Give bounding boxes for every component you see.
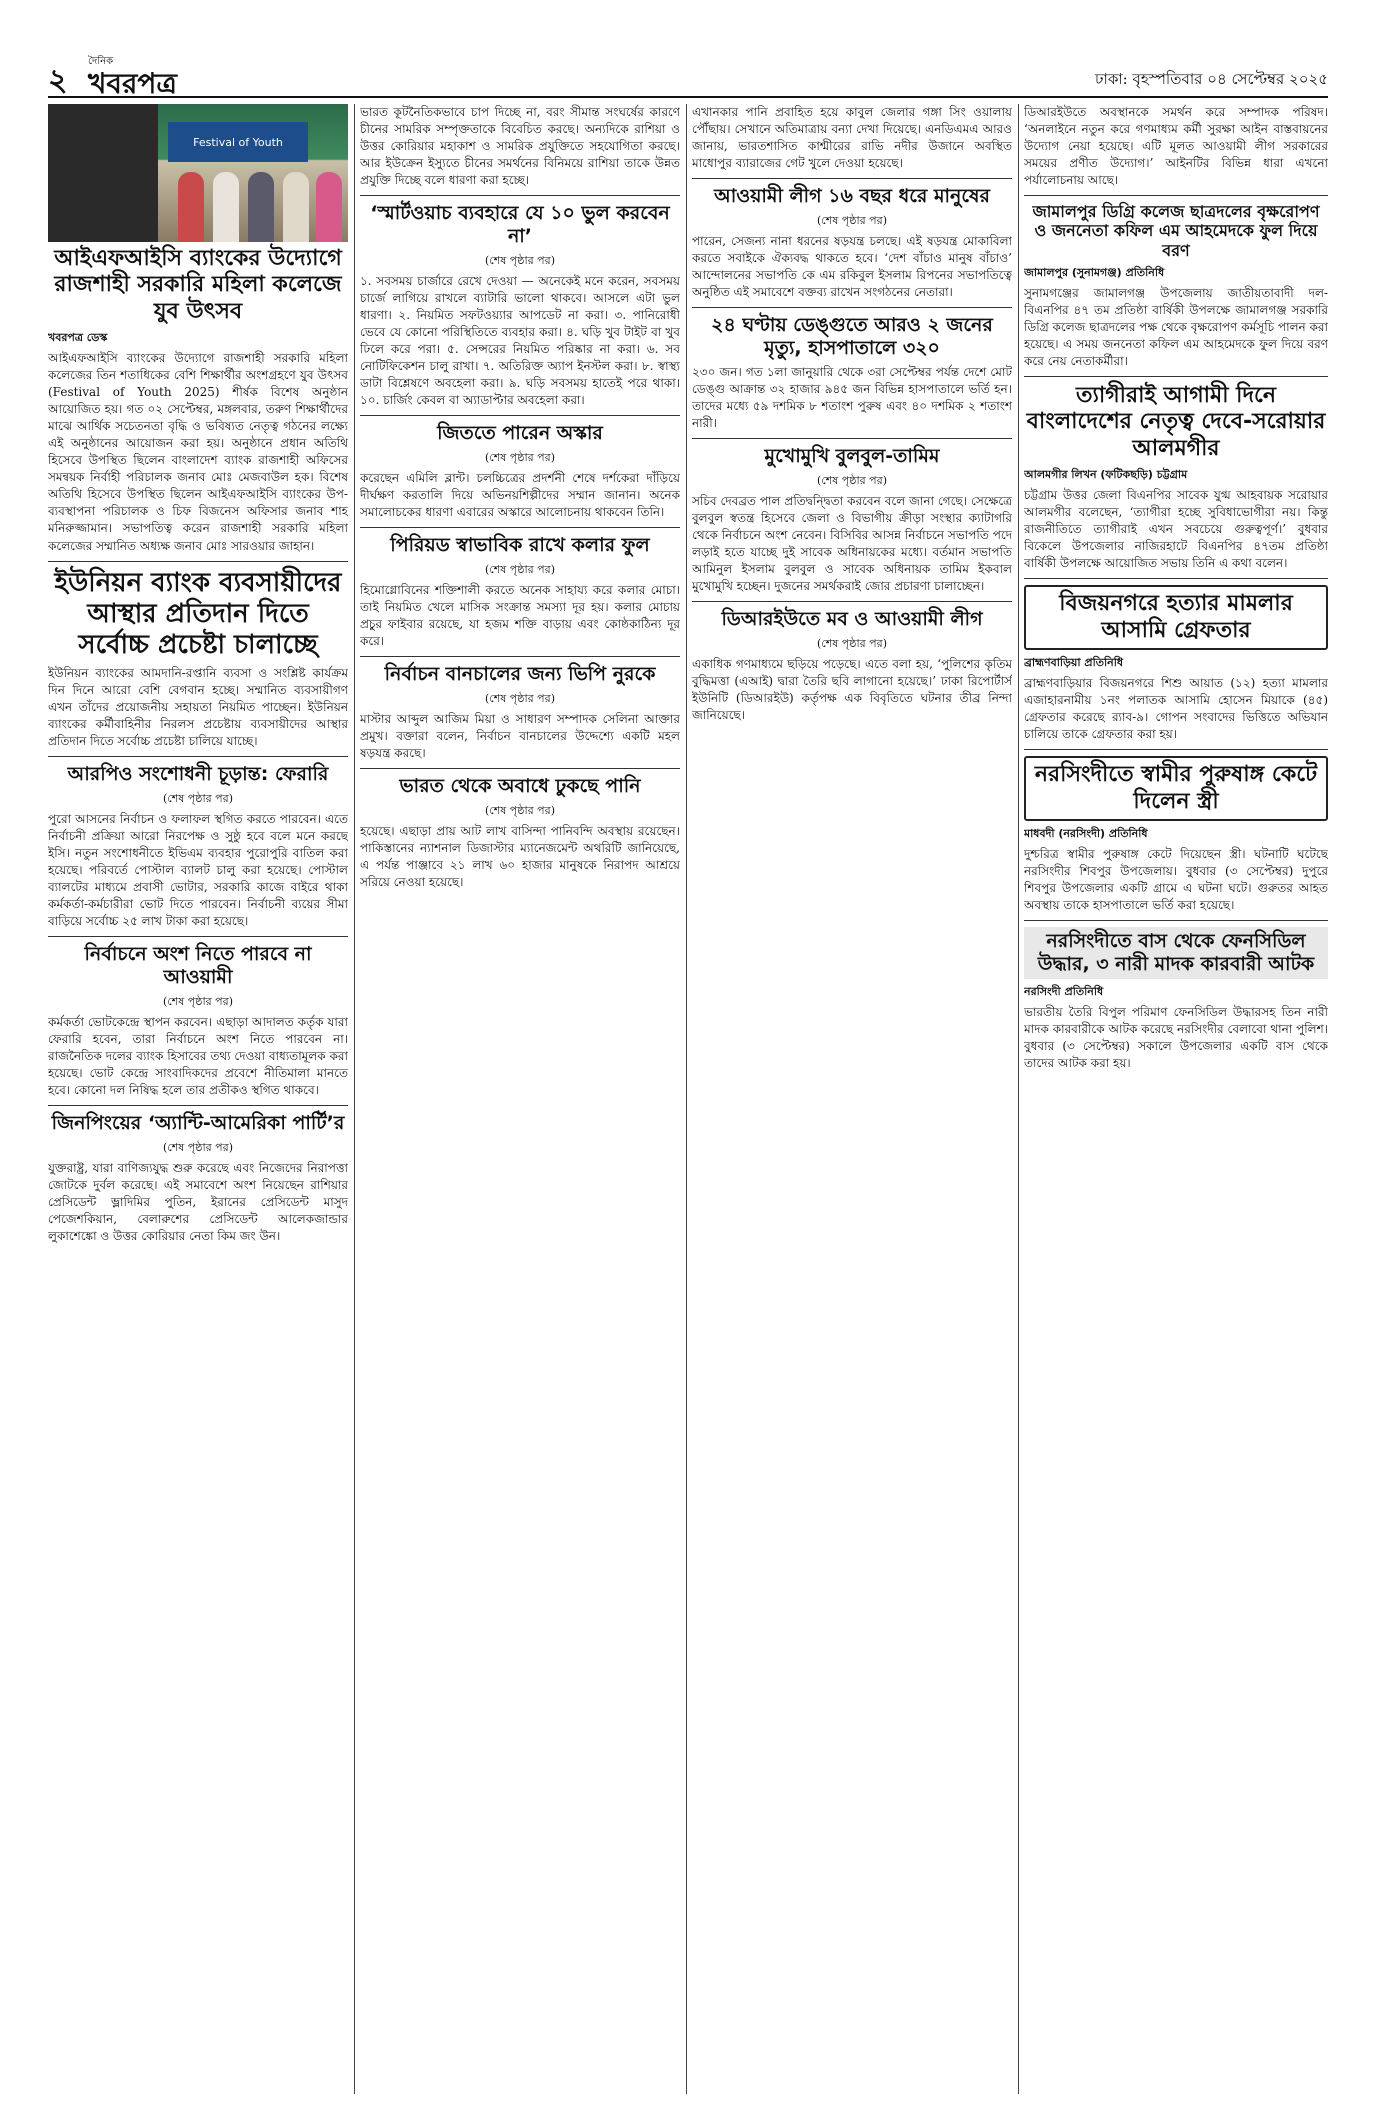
byline: ব্রাহ্মণবাড়িয়া প্রতিনিধি — [1024, 655, 1124, 669]
continued-note: (শেষ পৃষ্ঠার পর) — [484, 562, 555, 576]
person-figure — [248, 172, 274, 242]
article-body: পুরো আসনের নির্বাচন ও ফলাফল স্থগিত করতে পারবেন। এতে নির্বাচনী প্রক্রিয়া আরো নিরপেক্ষ ও সুষ্ঠু হবে বলে মনে করছে ইসি। নতুন সংশোধনীতে ইভিএম ব্যবহার পুরোপুরি বাতিল করা হয়েছে। পরিবর্তে পোস্টাল ব্যালট চালু করা হয়েছে। পোস্টাল ব্যালটের মাধ্যমে প্রবাসী ভোটার, সরকারি কাজে বাইরে থাকা কর্মকর্তা-কর্মচারীরা ভোট দিতে পারবেন। নির্বাচনী ব্যয়ের সীমা বাড়িয়ে সর্বোচ্চ ২৫ লাখ টাকা করা হয়েছে। — [48, 812, 348, 929]
page-number: ২ — [48, 63, 68, 98]
headline-bulbul-tamim: মুখোমুখি বুলবুল-তামিম — [764, 444, 940, 467]
column-rule — [1018, 104, 1019, 2094]
article-body: হয়েছে। এছাড়া প্রায় আট লাখ বাসিন্দা পানিবন্দি অবস্থায় রয়েছেন। পাকিস্তানের ন্যাশনাল ডিজাস্টার ম্যানেজমেন্ট অথরিটি জানিয়েছে, এ পর্যন্ত পাঞ্জাবে ২১ লাখ ৬০ হাজার মানুষকে নিরাপদ আশ্রয়ে সরিয়ে নেওয়া হয়েছে। — [360, 823, 680, 889]
headline-india-water: ভারত থেকে অবাধে ঢুকছে পানি — [399, 774, 641, 797]
headline-dru-mob: ডিআরইউতে মব ও আওয়ামী লীগ — [721, 607, 983, 630]
headline-bijoynagar-arrest: বিজয়নগরে হত্যার মামলার আসামি গ্রেফতার — [1024, 585, 1328, 650]
continued-note: (শেষ পৃষ্ঠার পর) — [816, 636, 887, 650]
column-rule — [354, 104, 355, 2094]
article-body: ইউনিয়ন ব্যাংকের আমদানি-রপ্তানি ব্যবসা ও সংশ্লিষ্ট কার্যক্রম দিন দিনে আরো বেশি বেগবান হচ্ছে। সম্মানিত ব্যবসায়ীগণ এখন তাঁদের প্রয়োজনীয় সহায়তা নিয়মিত পাচ্ছেন। ইউনিয়ন ব্যাংকের কর্মীবাহিনীর নিরলস প্রচেষ্টায় ব্যবসায়ীদের আস্থার প্রতিদান দিতে সর্বোচ্চ প্রচেষ্টা চালিয়ে যাচ্ছে। — [48, 666, 348, 749]
headline-ific-youth-festival: আইএফআইসি ব্যাংকের উদ্যোগে রাজশাহী সরকারি মহিলা কলেজে যুব উৎসব — [54, 246, 342, 324]
photo-dark-area — [48, 104, 158, 242]
person-figure — [213, 172, 239, 242]
continued-note: (শেষ পৃষ্ঠার পর) — [484, 691, 555, 705]
article-body: ২৩০ জন। গত ১লা জানুয়ারি থেকে ৩রা সেপ্টেম্বর পর্যন্ত দেশে মোট ডেঙ্গু আক্রান্ত ৩২ হাজার ৯৪৫ জন বিভিন্ন হাসপাতালে ভর্তি হন। তাদের মধ্যে ৫৯ দশমিক ৮ শতাংশ পুরুষ এবং ৪০ দশমিক ২ শতাংশ নারী। — [692, 364, 1012, 430]
article-body: একাধিক গণমাধ্যমে ছড়িয়ে পড়েছে। এতে বলা হয়, ‘পুলিশের কৃতিম বুদ্ধিমত্তা (এআই) দ্বারা তৈরি ছবি লাগানো হয়েছে।’ ঢাকা রিপোর্টার্স ইউনিটি (ডিআরইউ) কর্তৃপক্ষ এক বিবৃতিতে ঘটনার তীব্র নিন্দা জানিয়েছে। — [692, 656, 1012, 722]
divider — [692, 601, 1012, 602]
headline-union-bank: ইউনিয়ন ব্যাংক ব্যবসায়ীদের আস্থার প্রতিদান দিতে সর্বোচ্চ প্রচেষ্টা চালাচ্ছে — [54, 567, 342, 660]
divider — [1024, 376, 1328, 377]
column-2 — [360, 104, 680, 897]
article-body: আইএফআইসি ব্যাংকের উদ্যোগে রাজশাহী সরকারি মহিলা কলেজের তিন শতাধিকের বেশি শিক্ষার্থীর অংশগ্রহণে যুব উৎসব (Festival of Youth 2025) শীর্ষক বিশেষ অনুষ্ঠান আয়োজিত হয়। গত ০২ সেপ্টেম্বর, মঙ্গলবার, তরুণ শিক্ষার্থীদের মাঝে আর্থিক সচেতনতা বৃদ্ধি ও ভবিষ্যত নেতৃত্ব গঠনের লক্ষ্যে এই অনুষ্ঠানের আয়োজন করা হয়। অনুষ্ঠানে প্রধান অতিথি হিসেবে উপস্থিত ছিলেন বাংলাদেশ ব্যাংক রাজশাহী অফিসের সমন্বয়ক নির্বাহী পরিচালক জনাব মোঃ মেজবাউল হক। বিশেষ অতিথি হিসেবে উপস্থিত ছিলেন আইএফআইসি ব্যাংকের উপ-ব্যবস্থাপনা পরিচালক ও চিফ বিজনেস অফিসার জনাব শাহ মনিরুজ্জামান। সভাপতিত্ব করেন রাজশাহী সরকারি মহিলা কলেজের সম্মানিত অধ্যক্ষ জনাব মোঃ সারওয়ার জাহান। — [48, 351, 348, 553]
byline: আলমগীর লিখন (ফটিকছড়ি) চট্টগ্রাম — [1024, 468, 1188, 482]
divider — [48, 561, 348, 562]
event-banner: Festival of Youth — [168, 122, 308, 162]
masthead — [48, 54, 1328, 98]
divider — [692, 307, 1012, 308]
article-body: ব্রাহ্মণবাড়িয়ার বিজয়নগরে শিশু আয়াত (১২) হত্যা মামলার এজাহারনামীয় ১নং পলাতক আসামি হোসেন মিয়াকে (৪৫) গ্রেফতার করেছে র‍্যাব-৯। গোপন সংবাদের ভিত্তিতে অভিযান চালিয়ে তাকে গ্রেফতার করা হয়। — [1024, 675, 1328, 742]
divider — [1024, 195, 1328, 196]
article-body: ডিআরইউতে অবস্থানকে সমর্থন করে সম্পাদক পরিষদ। ‘অনলাইনে নতুন করে গণমাধ্যম কর্মী সুরক্ষা আইন বাস্তবায়নের উদ্যোগ নেয়া হয়েছে। এটি মূলত আওয়ামী লীগ সরকারের সময়ের প্রণীত উদ্যোগ।’ আইনটির বিভিন্ন ধারা এখনো পর্যালোচনায় আছে। — [1024, 105, 1328, 188]
headline-jamalganj-college: জামালপুর ডিগ্রি কলেজ ছাত্রদলের বৃক্ষরোপণ ও জননেতা কফিল এম আহমেদকে ফুল দিয়ে বরণ — [1032, 202, 1320, 260]
headline-oscar: জিততে পারেন অস্কার — [437, 422, 603, 444]
article-body: যুক্তরাষ্ট্র, যারা বাণিজ্যযুদ্ধ শুরু করেছে এবং নিজেদের নিরাপত্তা জোটকে দুর্বল করেছে। এই সমাবেশে অংশ নিয়েছেন রাশিয়ার প্রেসিডেন্ট ভ্লাদিমির পুতিন, ইরানের প্রেসিডেন্ট মাসুদ পেজেশকিয়ান, বেলারুশের প্রেসিডেন্ট আলেকজান্ডার লুকাশেঙ্কো ও উত্তর কোরিয়ার নেতা কিম জং উন। — [48, 1160, 348, 1243]
headline-smartwatch: ‘স্মার্টওয়াচ ব্যবহারে যে ১০ ভুল করবেন না’ — [370, 202, 670, 247]
divider — [360, 195, 680, 196]
article-body: পারেন, সেজন্য নানা ধরনের ষড়যন্ত্র চলছে। এই ষড়যন্ত্র মোকাবিলা করতে সবাইকে ঐক্যবদ্ধ থাকতে হবে। ‘দেশ বাঁচাও মানুষ বাঁচাও’ আন্দোলনের সভাপতি কে এম রকিবুল ইসলাম রিপনের সভাপতিত্বে অনুষ্ঠিত এই সমাবেশে বক্তব্য রাখেন সংগঠনের নেতারা। — [692, 233, 1012, 300]
article-body: হিমোগ্লোবিনের শক্তিশালী করতে অনেক সাহায্য করে কলার মোচা। তাই নিয়মিত খেলে মাসিক সংক্রান্ত সমস্যা দূর হয়। কলার মোচায় প্রচুর ফাইবার রয়েছে, যা হজম শক্তি বাড়ায় এবং কোষ্ঠকাঠিন্য দূর করে। — [360, 582, 680, 648]
article-body: কর্মকর্তা ভোটকেন্দ্রে স্থাপন করবেন। এছাড়া আদালত কর্তৃক যারা ফেরারি হবেন, তারা নির্বাচনে অংশ নিতে পারবেন না। রাজনৈতিক দলের ব্যাংক হিসাবের তথ্য দেওয়া বাধ্যতামূলক করা হয়েছে। ভোট কেন্দ্রে সাংবাদিকদের প্রবেশে নীতিমালা মানতে হবে। কোনো দল নিষিদ্ধ হলে তার প্রতীকও স্থগিত থাকবে। — [48, 1014, 348, 1097]
divider — [692, 438, 1012, 439]
headline-awami-16-years: আওয়ামী লীগ ১৬ বছর ধরে মানুষের — [714, 185, 990, 208]
byline: মাধবদী (নরসিংদী) প্রতিনিধি — [1024, 826, 1148, 840]
article-body: এখানকার পানি প্রবাহিত হয়ে কাবুল জেলার গঙ্গা সিং ওয়ালায় পৌঁছায়। সেখানে অতিমাত্রায় বন্যা দেখা দিয়েছে। এনডিএমএ আরও জানায়, ভারতশাসিত কাশ্মীরের রাভি নদীর উজানে অবস্থিত মাধোপুর ব্যারাজের গেট খুলে দেওয়া হয়েছে। — [692, 105, 1012, 171]
divider — [48, 756, 348, 757]
headline-sarwar-alamgir: ত্যাগীরাই আগামী দিনে বাংলাদেশের নেতৃত্ব দেবে-সরোয়ার আলমগীর — [1026, 382, 1326, 461]
byline: নরসিংদী প্রতিনিধি — [1024, 984, 1104, 998]
continued-note: (শেষ পৃষ্ঠার পর) — [816, 213, 887, 227]
headline-banana-flower: পিরিয়ড স্বাভাবিক রাখে কলার ফুল — [390, 533, 650, 556]
byline: জামালপুর (সুনামগঞ্জ) প্রতিনিধি — [1024, 265, 1165, 279]
divider — [1024, 578, 1328, 579]
newspaper-logo: খবরপত্র — [88, 67, 177, 100]
column-rule — [686, 104, 687, 2094]
article-body: ১. সবসময় চার্জারে রেখে দেওয়া — অনেকেই মনে করেন, সবসময় চার্জে লাগিয়ে রাখলে ব্যাটারি ভালো থাকবে। আসলে এটা ভুল ধারণা। ২. নিয়মিত সফটওয়্যার আপডেট না করা। ৩. পানিরোধী ভেবে যে কোনো পরিস্থিতিতে ব্যবহার করা। ৪. ঘড়ি খুব টাইট বা খুব ঢিলে করে পরা। ৫. সেন্সরের নিয়মিত পরিষ্কার না করা। ৬. সব নোটিফিকেশন চালু রাখা। ৭. অতিরিক্ত অ্যাপ ইনস্টল করা। ৮. স্বাস্থ্য ডাটা বিশ্লেষণে অবহেলা করা। ৯. ঘড়ি সবসময় হাতেই পরে থাকা। ১০. চার্জিং কেবল বা অ্যাডাপ্টার অবহেলা করা। — [360, 273, 680, 407]
column-3 — [692, 104, 1012, 730]
article-body: দুশ্চরিত্র স্বামীর পুরুষাঙ্গ কেটে দিয়েছেন স্ত্রী। ঘটনাটি ঘটেছে নরসিংদীর শিবপুর উপজেলায়। বুধবার (৩ সেপ্টেম্বর) দুপুরে শিবপুর উপজেলার একটি গ্রামে এ ঘটনা ঘটে। গুরুতর আহত অবস্থায় তাকে হাসপাতালে ভর্তি করা হয়েছে। — [1024, 846, 1328, 912]
divider — [1024, 749, 1328, 750]
divider — [360, 527, 680, 528]
person-figure — [283, 172, 309, 242]
continued-note: (শেষ পৃষ্ঠার পর) — [162, 1140, 233, 1154]
headline-jinping: জিনপিংয়ের ‘অ্যান্টি-আমেরিকা পার্টি’র — [51, 1112, 345, 1135]
divider — [360, 415, 680, 416]
headline-vp-nur: নির্বাচন বানচালের জন্য ভিপি নুরকে — [384, 662, 656, 685]
headline-awami-election: নির্বাচনে অংশ নিতে পারবে না আওয়ামী — [84, 943, 312, 989]
divider — [48, 936, 348, 937]
headline-narsingdi-phensedyl: নরসিংদীতে বাস থেকে ফেনসিডিল উদ্ধার, ৩ নারী মাদক কারবারী আটক — [1024, 927, 1328, 979]
continued-note: (শেষ পৃষ্ঠার পর) — [484, 803, 555, 817]
article-body: সুনামগঞ্জের জামালগঞ্জ উপজেলায় জাতীয়তাবাদী দল- বিএনপির ৪৭ তম প্রতিষ্ঠা বার্ষিকী উপলক্ষে জামালগঞ্জ সরকারি ডিগ্রি কলেজ ছাত্রদলের পক্ষ থেকে বৃক্ষরোপণ কর্মসূচি পালন করা হয়েছে। এ সময় জননেতা কফিল এম আহমেদকে ফুল দিয়ে বরণ করে নেয় নেতাকর্মীরা। — [1024, 285, 1328, 368]
article-body: ভারত কূটনৈতিকভাবে চাপ দিচ্ছে না, বরং সীমান্ত সংঘর্ষের কারণে চীনের সামরিক সম্পৃক্ততাকে বিবেচিত করছে। অন্যদিকে রাশিয়া ও উত্তর কোরিয়ার মহাকাশ ও সামরিক প্রযুক্তিতে সহযোগিতা করছে। আর ইউক্রেন ইস্যুতে চীনের সমর্থনের বিনিময়ে রাশিয়া তাকে উন্নত প্রযুক্তি দিচ্ছে বলে ধারণা করা হচ্ছে। — [360, 105, 680, 188]
article-body: ভারতীয় তৈরি বিপুল পরিমাণ ফেনসিডিল উদ্ধারসহ তিন নারী মাদক কারবারীকে আটক করেছে নরসিংদীর বেলাবো থানা পুলিশ। বুধবার (৩ সেপ্টেম্বর) সকালে উপজেলার একটি বাস থেকে তাদের আটক করা হয়। — [1024, 1004, 1328, 1070]
continued-note: (শেষ পৃষ্ঠার পর) — [484, 450, 555, 464]
headline-narsingdi-wife: নরসিংদীতে স্বামীর পুরুষাঙ্গ কেটে দিলেন স্ত্রী — [1024, 756, 1328, 821]
column-1 — [48, 104, 348, 1251]
article-body: চট্টগ্রাম উত্তর জেলা বিএনপির সাবেক যুগ্ম আহবায়ক সরোয়ার আলমগীর বলেছেন, ‘ত্যাগীরা হচ্ছে সুবিধাভোগীরা নয়। কিন্তু রাজনীতিতে ত্যাগীরাই এখন সবচেয়ে গুরুত্বপূর্ণ।’ বুধবার বিকেলে উপজেলার নাজিরহাটে বিএনপির ৪৭তম প্রতিষ্ঠা বার্ষিকী উপলক্ষে আয়োজিত সভায় তিনি এ কথা বলেন। — [1024, 488, 1328, 571]
divider — [360, 656, 680, 657]
continued-note: (শেষ পৃষ্ঠার পর) — [162, 792, 233, 806]
divider — [692, 178, 1012, 179]
article-body: করেছেন এমিলি ব্লান্ট। চলচ্চিত্রের প্রদর্শনী শেষে দর্শকেরা দাঁড়িয়ে দীর্ঘক্ষণ করতালি দিয়ে অভিনয়শিল্পীদের সম্মান জানান। অনেক সমালোচকের ধারণা এবারের অস্কারে আলোচনায় থাকবেন তিনি। — [360, 470, 680, 519]
article-body: মাস্টার আব্দুল আজিম মিয়া ও সাধারণ সম্পাদক সেলিনা আক্তার প্রমুখ। বক্তারা বলেন, নির্বাচন বানচালের উদ্দেশ্যে একটি মহল ষড়যন্ত্র করছে। — [360, 711, 680, 760]
dateline: ঢাকা: বৃহস্পতিবার ০৪ সেপ্টেম্বর ২০২৫ — [1095, 70, 1328, 88]
person-figure — [316, 172, 342, 242]
divider — [48, 1105, 348, 1106]
brand-prefix: দৈনিক — [88, 56, 114, 67]
event-photo — [48, 104, 348, 242]
continued-note: (শেষ পৃষ্ঠার পর) — [816, 473, 887, 487]
article-body: সচিব দেবব্রত পাল প্রতিদ্বন্দ্বিতা করবেন বলে জানা গেছে। সেক্ষেত্রে বুলবুল স্বতন্ত্র হিসেবে জেলা ও বিভাগীয় ক্রীড়া সংস্থার ক্যাটাগরি থেকে নির্বাচনে অংশ নেবেন। বিসিবির আসন্ন নির্বাচনে সভাপতি পদে লড়াই হতে যাচ্ছে দুই সাবেক অধিনায়কের মধ্যে। বর্তমান সভাপতি আমিনুল ইসলাম বুলবুল ও সাবেক অধিনায়ক তামিম ইকবাল মুখোমুখি হচ্ছেন। দুজনের সমর্থকরাই জোর প্রচারণা চালাচ্ছেন। — [692, 493, 1012, 593]
person-figure — [178, 172, 204, 242]
divider — [360, 768, 680, 769]
byline: খবরপত্র ডেস্ক — [48, 331, 108, 345]
column-4 — [1024, 104, 1328, 1078]
continued-note: (শেষ পৃষ্ঠার পর) — [484, 253, 555, 267]
headline-dengue: ২৪ ঘণ্টায় ডেঙ্গুতে আরও ২ জনের মৃত্যু, হাসপাতালে ৩২০ — [711, 314, 993, 359]
headline-rpo-amendment: আরপিও সংশোধনী চূড়ান্ত: ফেরারি — [67, 763, 329, 786]
divider — [1024, 920, 1328, 921]
continued-note: (শেষ পৃষ্ঠার পর) — [162, 994, 233, 1008]
